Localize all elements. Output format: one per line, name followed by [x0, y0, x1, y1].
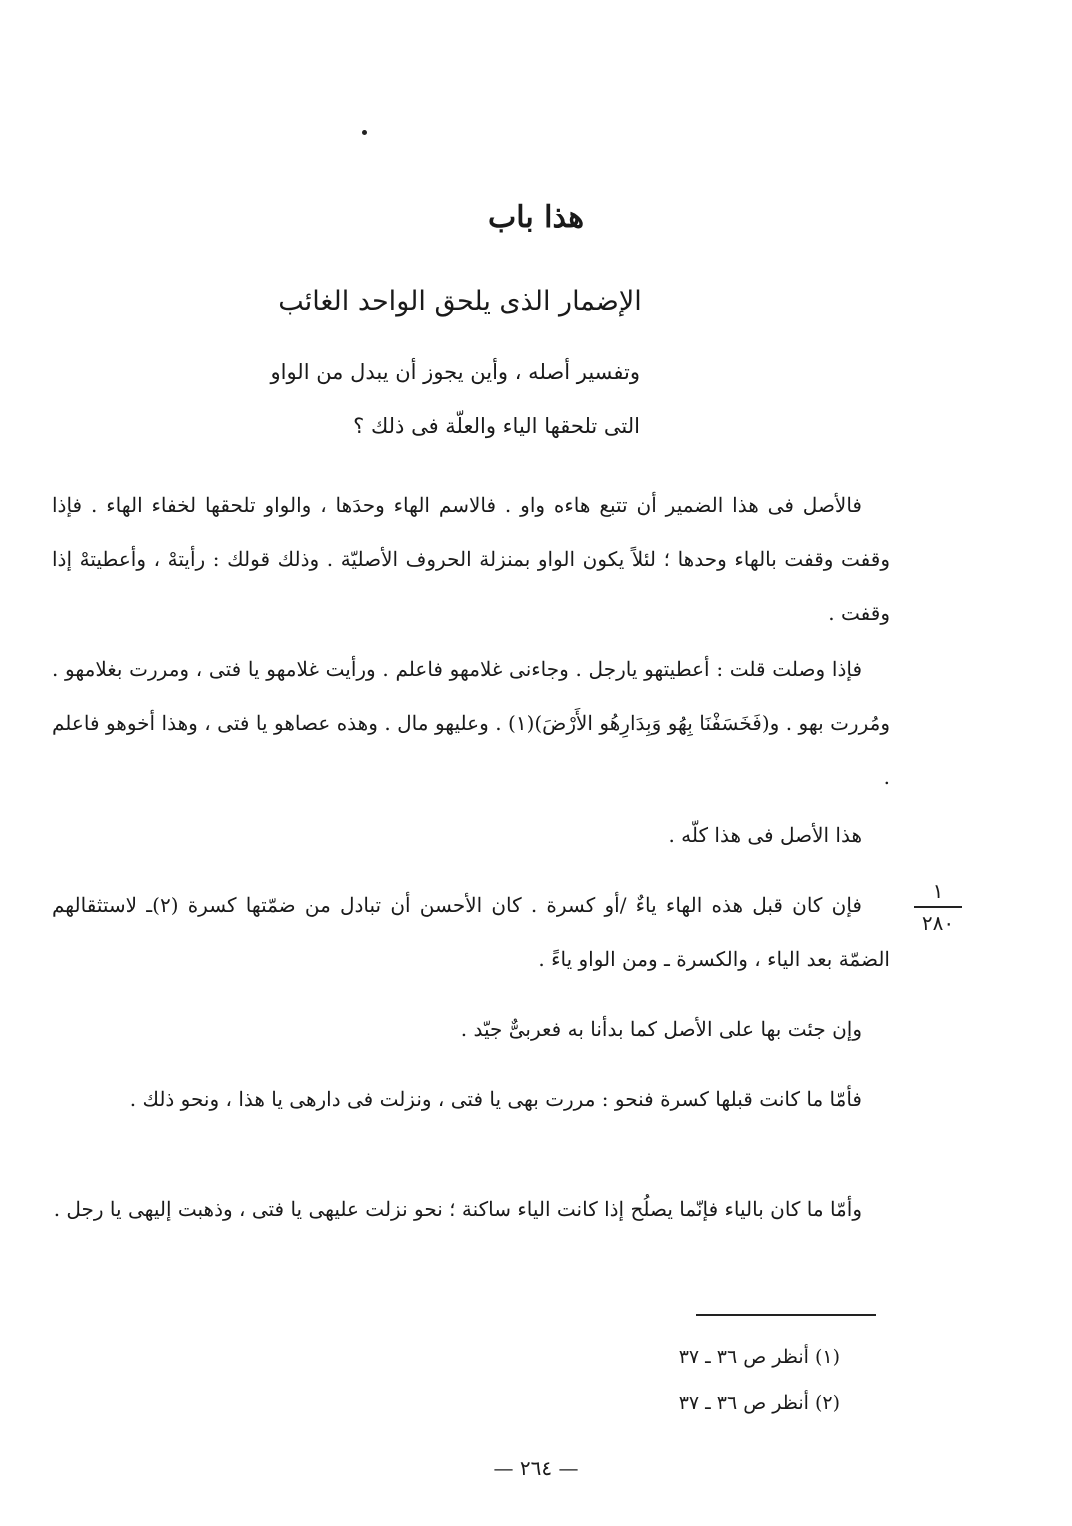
ink-dot	[362, 130, 367, 135]
paragraph-2: فإذا وصلت قلت : أعطيتهو يارجل . وجاءنى غلامهو فاعلم . ورأيت غلامهو يا فتى ، ومررت بغلامهو . ومُررت بهو . و(فَخَسَفْنَا بِهُو وَبِدَارِهُو الأَرْضَ)(١) . وعليهو مال . وهذه عصاهو يا فتى ، وهذا أخوهو فاعلم .	[52, 657, 891, 789]
chapter-description	[200, 360, 640, 468]
page-number: — ٢٦٤ —	[493, 1456, 579, 1480]
footnote-separator	[696, 1314, 876, 1316]
paragraph-7: وأمّا ما كان بالياء فإنّما يصلُح إذا كانت الياء ساكنة ؛ نحو نزلت عليهى يا فتى ، وذهبت إليهى يا رجل .	[53, 1197, 862, 1221]
description-line-2: التى تلحقها الياء والعلّة فى ذلك ؟	[353, 414, 640, 438]
paragraph-4: فإن كان قبل هذه الهاء ياءٌ /أو كسرة . كان الأحسن أن تبادل من ضمّتها كسرة (٢)ـ لاستثقالهم الضمّة بعد الياء ، والكسرة ـ ومن الواو ياءً .	[52, 893, 890, 971]
description-line-1: وتفسير أصله ، وأين يجوز أن يبدل من الواو	[270, 360, 640, 384]
footnotes	[540, 1346, 840, 1438]
footnote-2: (٢) أنظر ص ٣٦ ـ ٣٧	[678, 1392, 840, 1414]
marginal-rule	[914, 906, 962, 908]
chapter-subtitle: الإضمار الذى يلحق الواحد الغائب	[278, 286, 642, 317]
marginal-numerator: ١	[932, 879, 944, 903]
paragraph-5: وإن جئت بها على الأصل كما بدأنا به فعربىٌّ جيّد .	[460, 1017, 862, 1041]
marginal-page-reference	[910, 878, 966, 936]
marginal-denominator: ٢٨٠	[921, 911, 955, 935]
paragraph-3: هذا الأصل فى هذا كلّه .	[668, 823, 862, 847]
paragraph-6: فأمّا ما كانت قبلها كسرة فنحو : مررت بهى يا فتى ، ونزلت فى دارهى يا هذا ، ونحو ذلك .	[129, 1087, 862, 1111]
chapter-title: هذا باب	[487, 200, 585, 235]
paragraph-1: فالأصل فى هذا الضمير أن تتبع هاءه واو . فالاسم الهاء وحدَها ، والواو تلحقها لخفاء الهاء . فإذا وقفت وقفت بالهاء وحدها ؛ لئلاً يكون الواو بمنزلة الحروف الأصليّة . وذلك قولك : رأيتهْ ، وأعطيتهْ إذا وقفت .	[52, 493, 890, 625]
footnote-1: (١) أنظر ص ٣٦ ـ ٣٧	[678, 1346, 840, 1368]
